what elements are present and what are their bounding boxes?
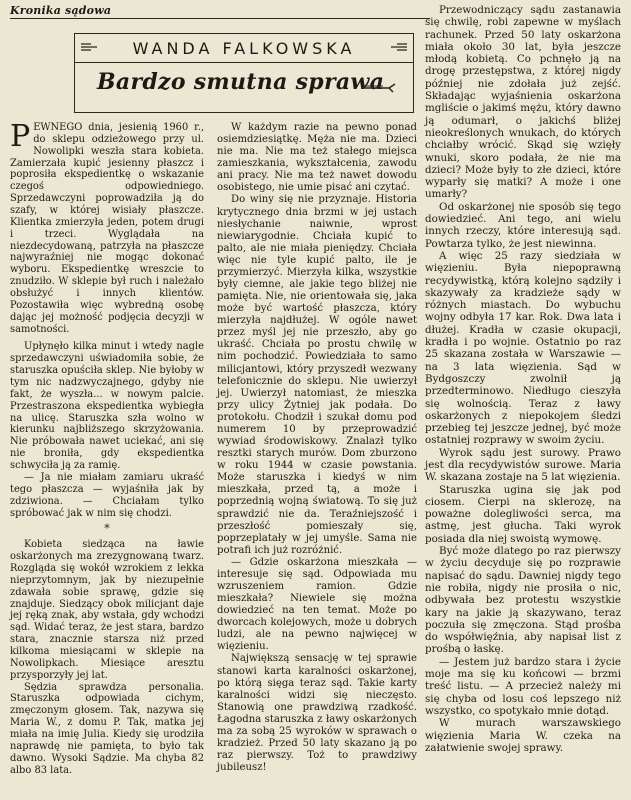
article-title: Bardzo smutna sprawa <box>97 69 385 95</box>
paragraph <box>10 119 204 335</box>
text-column-3 <box>425 4 621 754</box>
paragraph: — Jestem już bardzo stara i życie moje ma się ku końcowi — brzmi treść listu. — A przecież należy mi się chyba od losu coś lepszego niż wszystko, co spotykało mnie dotąd. <box>425 655 621 717</box>
paragraph: A więc 25 razy siedziała w więzieniu. Była niepoprawną recydywistką, którą kolejno sądziły i skazywały za kradzieże sądy w różnych miastach. Do wybuchu wojny odbyła 17 kar. Rok. Dwa lata i dłużej. Kradła w czasie okupacji, kradła i po wojnie. Ostatnio po raz 25 skazana została w Warszawie — na 3 lata więzienia. Sąd w Bydgoszczy zwolnił ją przedterminowo. Niedługo cieszyła się wolnością. Teraz z ławy oskarżonych z niepokojem śledzi przebieg tej jeszcze jednej, być może ostatniej rozprawy w swoim życiu. <box>425 249 621 447</box>
author-name: WANDA FALKOWSKA <box>132 38 356 58</box>
ornament-icon <box>391 43 407 51</box>
paragraph: Największą sensację w tej sprawie stanowi karta karalności oskarżonej, po którą sięga teraz sąd. Takie karty karalności widzi się nieczęsto. Stanowią one prawdziwą rzadkość. Łagodna staruszka z ławy oskarżonych ma za sobą 25 wyroków w sprawach o kradzież. Przed 50 laty skazano ją po raz pierwszy. Toż to prawdziwy jubileusz! <box>217 653 417 774</box>
paragraph: Staruszka ugina się jak pod ciosem. Cierpi na sklerozę, na poważne dolegliwości serca, ma astmę, jest głucha. Taki wyrok posiada dla niej swoistą wymowę. <box>425 483 621 545</box>
section-rubric: Kronika sądowa <box>10 4 112 17</box>
paragraph: Przewodniczący sądu zastanawia się chwilę, robi zapewne w myślach rachunek. Przed 50 laty oskarżona miała około 30 lat, była jeszcze młodą kobietą. Co pchnęło ją na drogę przestępstwa, z której nigdy później nie zdołała już zejść. Składając wyjaśnienia oskarżona mgliście o jakimś mężu, który dawno ją odumarł, o jakichś bliżej nieokreślonych wnukach, do których chciałby wrócić. Skąd się wzięły wnuki, skoro podała, że nie ma dzieci? Może były to złe dzieci, które wyparły się matki? A może i one umarły? <box>425 4 621 201</box>
paragraph-text: EWNEGO dnia, jesienią 1960 r., do sklepu odzieżowego przy ul. Nowolipki weszła stara kobieta. Zamierzała kupić jesienny płaszcz i poprosiła ekspedientkę o wskazanie czegoś odpowiedniego. Sprzedawczyni poprowadziła ją do szafy, w której wisiały płaszcze. Klientka zmierzyła jeden, potem drugi i trzeci. Wyglądała na niezdecydowaną, patrzyła na płaszcze najwyraźniej nie mogąc dokonać wyboru. Ekspedientkę wreszcie to znudziło. W sklepie był ruch i należało obsłużyć i innych klientów. Pozostawiła więc wybredną osobę dając jej możność podjęcia decyzji w samotności. <box>10 122 204 335</box>
paragraph: — Ja nie miałam zamiaru ukraść tego płaszcza — wyjaśniła jak by zdziwiona. — Chciałam tylko spróbować jak w nim się chodzi. <box>10 471 204 519</box>
article-header <box>74 33 414 113</box>
section-separator: * <box>104 522 110 536</box>
paragraph: Być może dlatego po raz pierwszy w życiu decyduje się po rozprawie napisać do sądu. Dawniej nigdy tego nie robiła, nigdy nie prosiła o nic, odbywała bez protestu wszystkie kary na jakie ją skazywano, teraz poczuła się zmęczona. Stąd prośba do współwięźnia, aby napisał list z prośbą o łaskę. <box>425 545 621 656</box>
paragraph: Od oskarżonej nie sposób się tego dowiedzieć. Ani tego, ani wielu innych rzeczy, które interesują sąd. Powtarza tylko, że jest niewinna. <box>425 200 621 250</box>
paragraph: Kobieta siedząca na ławie oskarżonych ma zrezygnowaną twarz. Rozgląda się wokół wzrokiem z lekka nieprzytomnym, jak by niezupełnie zdawała sobie sprawę, gdzie się znajduje. Siedzący obok milicjant daje jej ręką znak, aby wstała, gdy wchodzi sąd. Widać teraz, że jest stara, bardzo stara, znacznie starsza niż przed kilkoma miesiącami w sklepie na Nowolipkach. Miesiące aresztu przysporzyły jej lat. <box>10 539 204 681</box>
text-column-2 <box>217 122 417 774</box>
pen-icon <box>359 78 399 96</box>
ornament-icon <box>81 43 97 51</box>
author-band <box>75 34 413 63</box>
drop-cap: P <box>10 119 31 154</box>
paragraph: W murach warszawskiego więzienia Maria W. czeka na załatwienie swojej sprawy. <box>425 717 621 754</box>
rubric-rule <box>10 18 430 19</box>
paragraph: Do winy się nie przyznaje. Historia krytycznego dnia brzmi w jej ustach niesłychanie naiwnie, wprost niewiarygodnie. Chciała kupić to palto, ale nie miała pieniędzy. Chciała więc nie tyle kupić palto, ile je przymierzyć. Mierzyła kilka, wszystkie były ciemne, ale jakie tego bliżej nie pamięta. Nie, nie orientowała się, jaka może być wartość płaszcza, który mierzyła najdłużej. W ogóle nawet przez myśl jej nie przeszło, aby go ukraść. Chciała po prostu chwilę w nim pochodzić. Powiedziała to samo milicjantowi, który przyszedł wezwany telefonicznie do sklepu. Nie uwierzył jej. Uwierzył natomiast, że mieszka przy ulicy Żytniej jak podała. Do protokołu. Chodził i szukał domu pod numerem 10 by przeprowadzić wywiad środowiskowy. Znalazł tylko resztki starych murów. Dom zburzono w roku 1944 w czasie powstania. Może staruszka i kiedyś w nim mieszkała, przed tą, a może i poprzednią wojną światową. To się już sprawdzić nie da. Teraźniejszość i przeszłość pomieszały się, poprzeplatały w jej umyśle. Sama nie potrafi ich już rozróżnić. <box>217 194 417 556</box>
paragraph: — Gdzie oskarżona mieszkała — interesuje się sąd. Odpowiada mu wzruszeniem ramion. Gdzie mieszkała? Niewiele się można dowiedzieć na ten temat. Może po dworcach kolejowych, może u dobrych ludzi, ale na pewno najwięcej w więzieniu. <box>217 556 417 653</box>
paragraph: Wyrok sądu jest surowy. Prawo jest dla recydywistów surowe. Maria W. skazana zostaje na 5 lat więzienia. <box>425 446 621 484</box>
paragraph: Upłynęło kilka minut i wtedy nagle sprzedawczyni uświadomiła sobie, że staruszka opuściła sklep. Nie byłoby w tym nic nadzwyczajnego, gdyby nie fakt, że wyszła... w nowym palcie. Przestraszona ekspedientka wybiegła na ulicę. Staruszka szła wolno w kierunku najbliższego skrzyżowania. Nie próbowała nawet uciekać, ani się nie broniła, gdy ekspedientka schwyciła ją za ramię. <box>10 341 204 472</box>
text-column-1 <box>10 119 204 776</box>
paragraph: Sędzia sprawdza personalia. Staruszka odpowiada cichym, zmęczonym głosem. Tak, nazywa się Maria W., z domu P. Tak, matka jej miała na imię Julia. Kiedy się urodziła naprawdę nie pamięta, to było tak dawno. Wysoki Sądzie. Ma chyba 82 albo 83 lata. <box>10 681 204 776</box>
paragraph: W każdym razie na pewno ponad osiemdziesiątkę. Męża nie ma. Dzieci nie ma. Nie ma też stałego miejsca zamieszkania, wykształcenia, zawodu ani pracy. Nie ma też nawet dowodu osobistego, nie umie pisać ani czytać. <box>217 122 417 194</box>
